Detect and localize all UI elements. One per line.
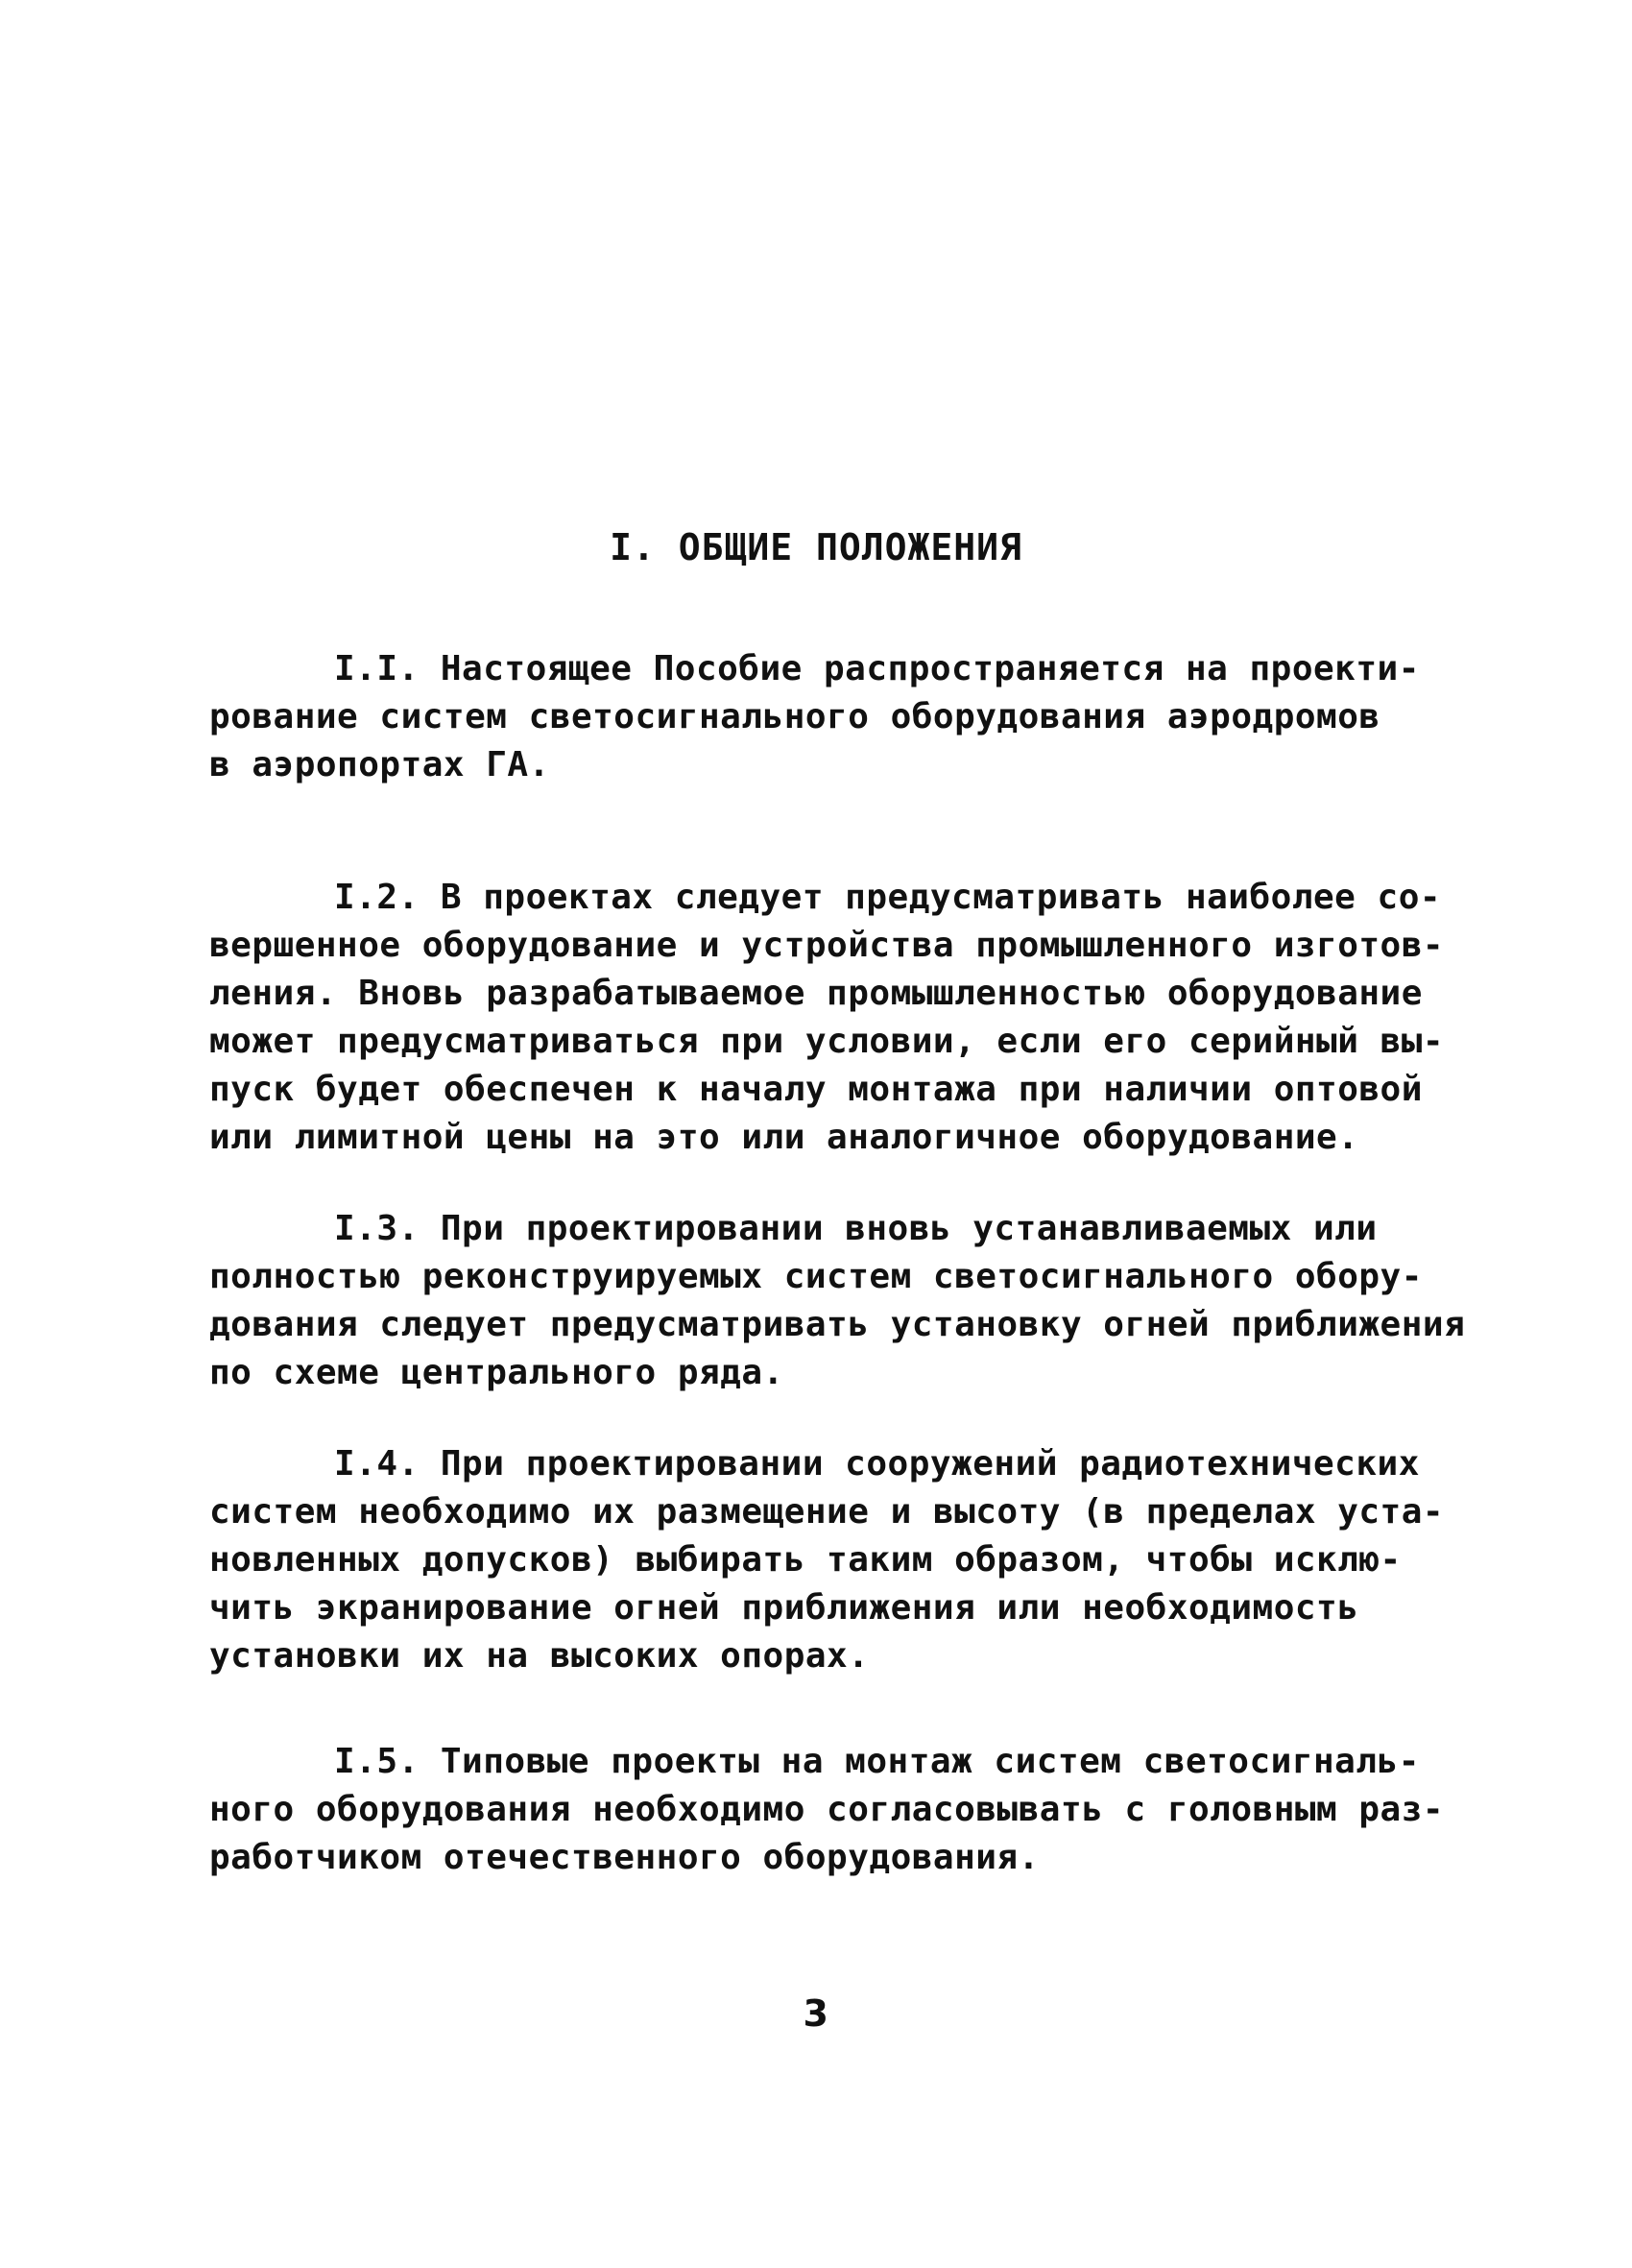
- paragraph-line: дования следует предусматривать установку огней приближения: [209, 1305, 1466, 1344]
- paragraph-1-5: [209, 1738, 1445, 1882]
- paragraph-line: установки их на высоких опорах.: [209, 1636, 870, 1676]
- paragraph-1-3: [209, 1205, 1466, 1397]
- paragraph-line: может предусматриваться при условии, если его серийный вы-: [209, 1022, 1445, 1061]
- paragraph-line: работчиком отечественного оборудования.: [209, 1838, 1040, 1877]
- paragraph-line: по схеме центрального ряда.: [209, 1353, 784, 1392]
- paragraph-line: ного оборудования необходимо согласовывать с головным раз-: [209, 1790, 1445, 1829]
- paragraph-line: пуск будет обеспечен к началу монтажа при наличии оптовой: [209, 1070, 1423, 1109]
- paragraph-line: вершенное оборудование и устройства промышленного изготов-: [209, 926, 1445, 965]
- paragraph-line: ления. Вновь разрабатываемое промышленностью оборудование: [209, 974, 1423, 1013]
- page-number: 3: [803, 1992, 829, 2035]
- section-heading: I. ОБЩИЕ ПОЛОЖЕНИЯ: [610, 526, 1022, 568]
- paragraph-line: новленных допусков) выбирать таким образом, чтобы исклю-: [209, 1540, 1402, 1580]
- paragraph-line: в аэропортах ГА.: [209, 745, 550, 784]
- paragraph-1-4: [209, 1440, 1445, 1680]
- paragraph-1-2: [209, 874, 1445, 1162]
- paragraph-line: I.3. При проектировании вновь устанавливаемых или: [334, 1209, 1378, 1248]
- paragraph-line: I.I. Настоящее Пособие распространяется на проекти-: [334, 649, 1420, 688]
- paragraph-line: I.4. При проектировании сооружений радиотехнических: [334, 1444, 1420, 1484]
- paragraph-line: I.5. Типовые проекты на монтаж систем светосигналь-: [334, 1742, 1420, 1781]
- paragraph-line: I.2. В проектах следует предусматривать наиболее со-: [334, 878, 1442, 917]
- paragraph-line: чить экранирование огней приближения или необходимость: [209, 1588, 1359, 1628]
- paragraph-line: систем необходимо их размещение и высоту (в пределах уста-: [209, 1492, 1445, 1532]
- paragraph-1-1: [209, 645, 1428, 789]
- paragraph-line: полностью реконструируемых систем светосигнального обору-: [209, 1257, 1423, 1296]
- paragraph-line: или лимитной цены на это или аналогичное оборудование.: [209, 1118, 1359, 1157]
- paragraph-line: рование систем светосигнального оборудования аэродромов: [209, 697, 1380, 736]
